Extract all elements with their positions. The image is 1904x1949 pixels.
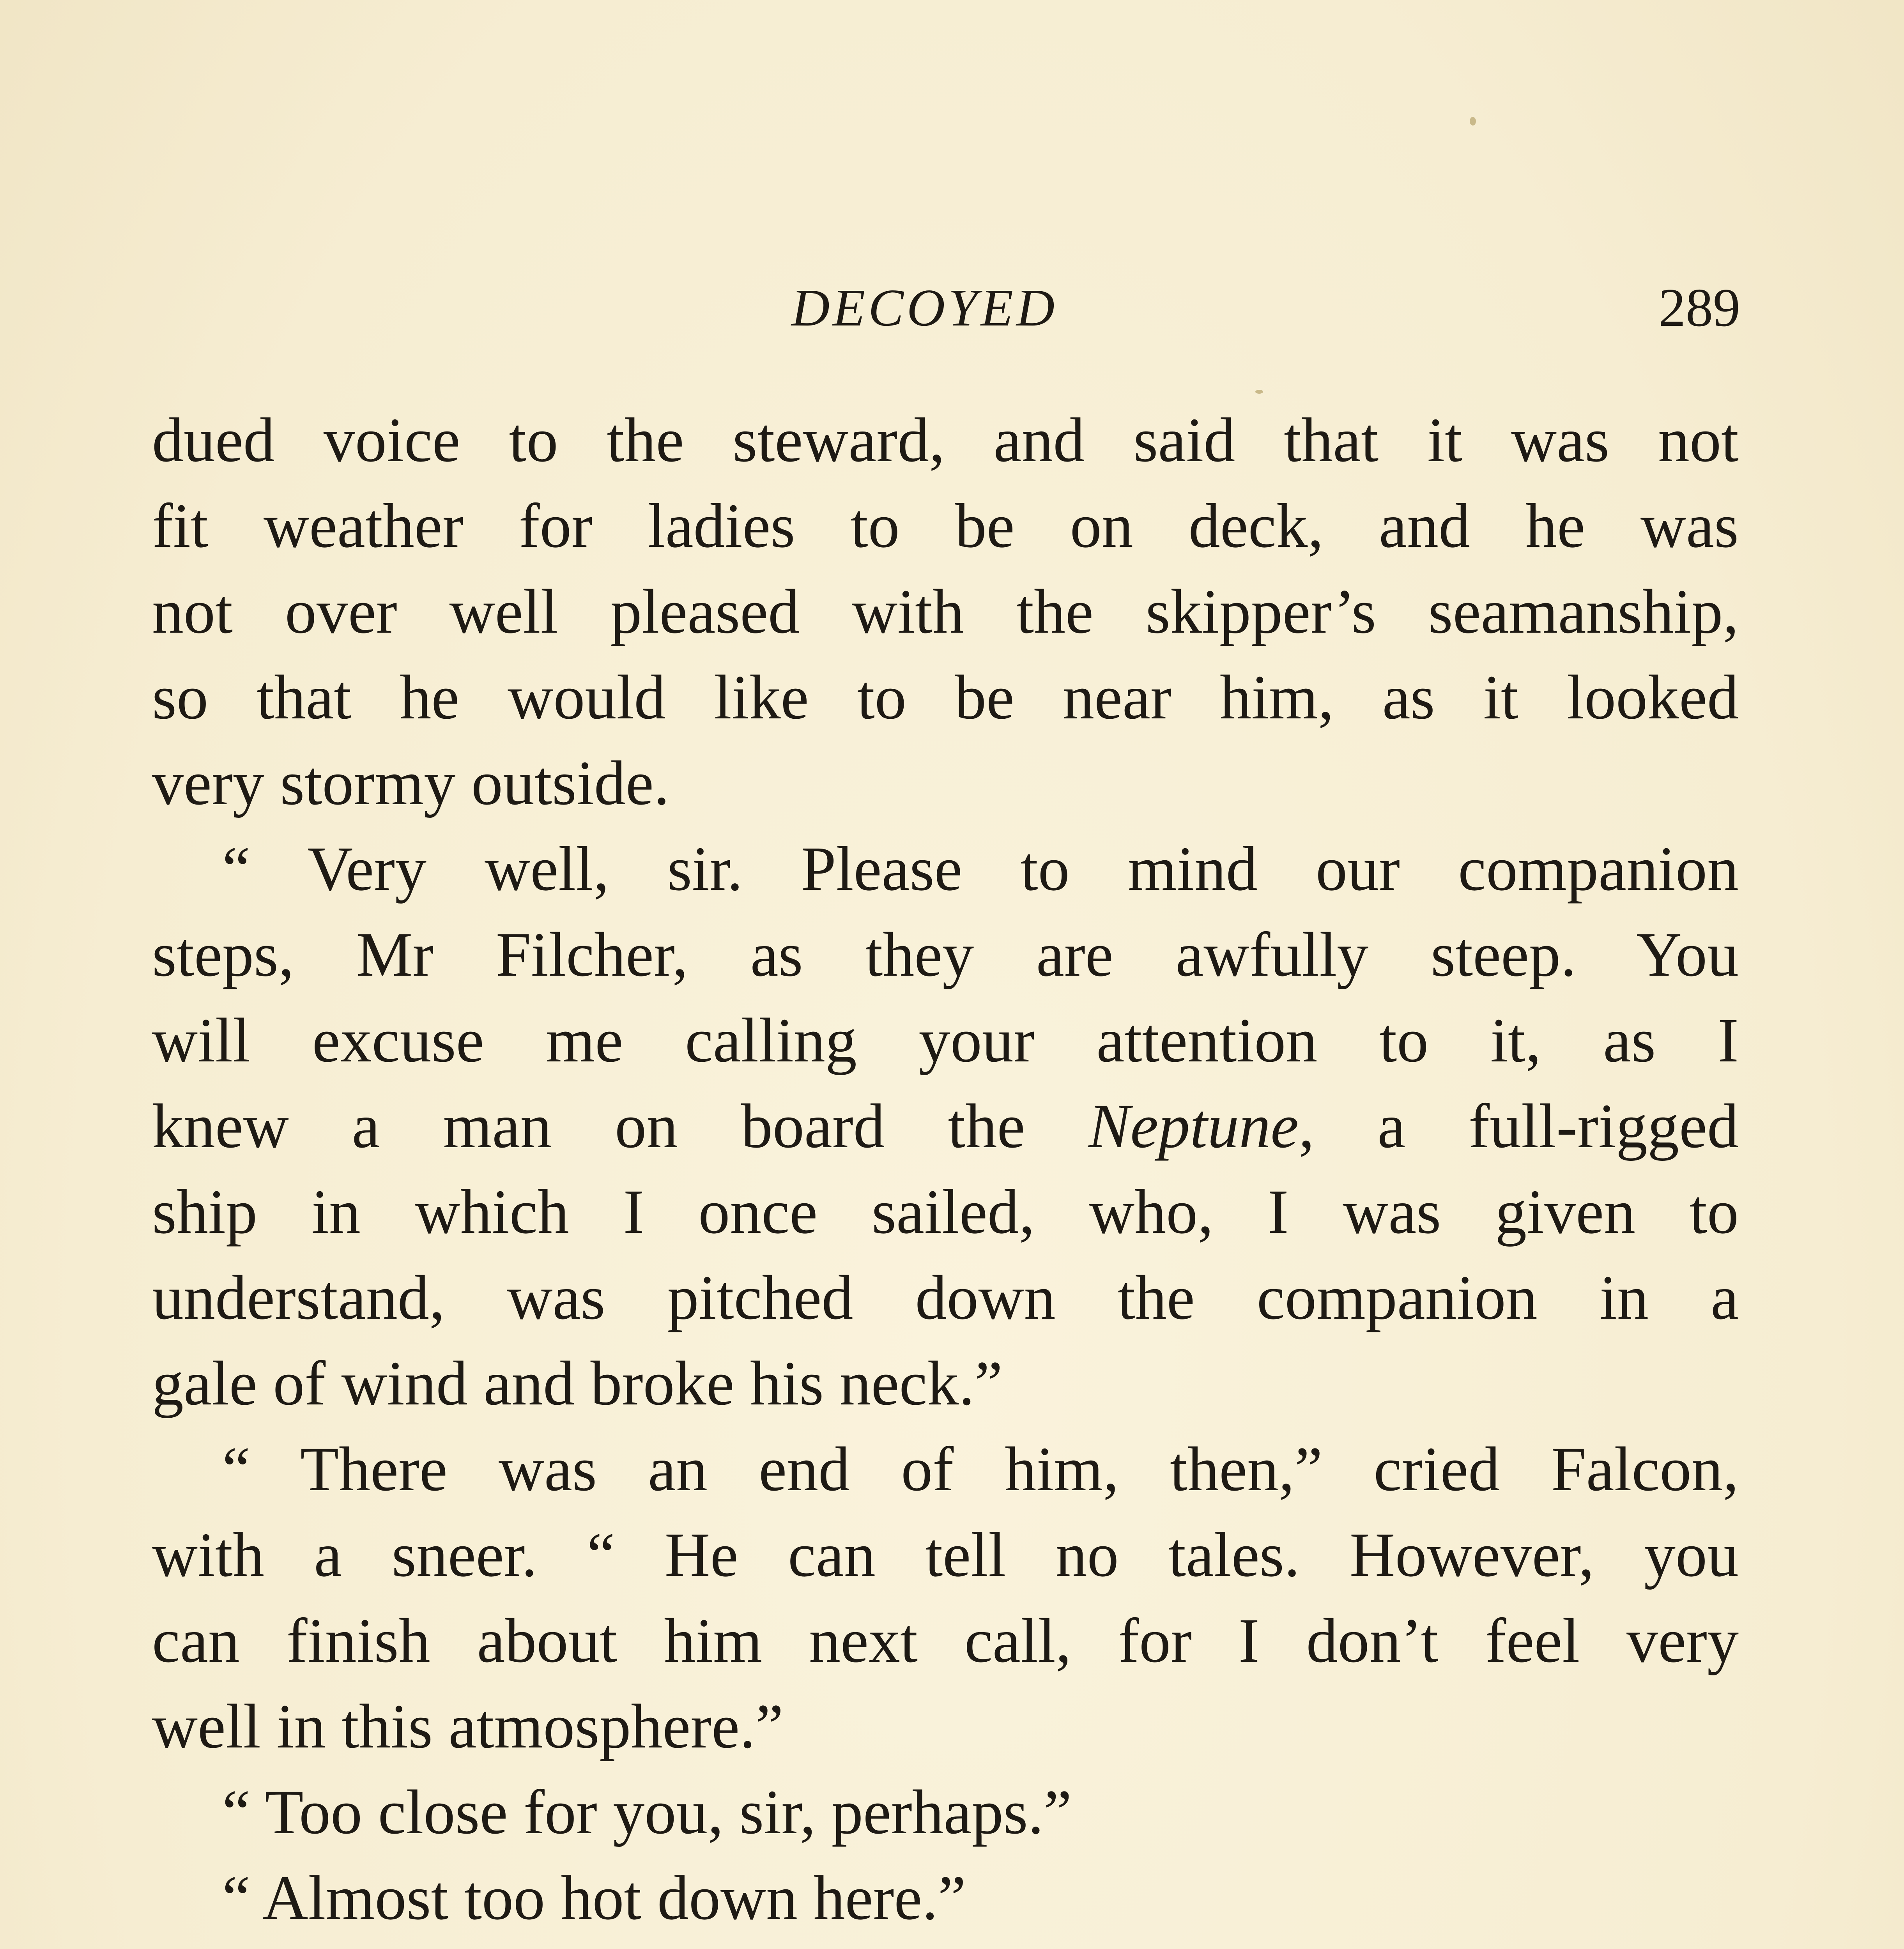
text-line: will excuse me calling your attention to it, as I: [152, 1006, 1739, 1075]
text-line: “ Too close for you, sir, perhaps.”: [222, 1777, 1072, 1847]
running-head: [0, 269, 1904, 347]
text-line: dued voice to the steward, and said that it was not: [152, 405, 1739, 475]
text-line: “ Almost too hot down here.”: [222, 1863, 966, 1933]
text-line: [152, 1941, 1739, 1949]
text-line: with a sneer. “ He can tell no tales. However, you: [152, 1520, 1739, 1590]
ship-name: Neptune: [1088, 1091, 1299, 1161]
paper-speck: [1255, 390, 1263, 394]
text-line: can finish about him next call, for I don’t feel very: [152, 1606, 1739, 1676]
running-title: DECOYED: [791, 279, 1058, 337]
text-line: gale of wind and broke his neck.”: [152, 1349, 1003, 1418]
text-line: so that he would like to be near him, as it looked: [152, 663, 1739, 732]
paper-speck: [1470, 117, 1476, 126]
text-line: very stormy outside.: [152, 748, 670, 818]
text-line: understand, was pitched down the companion in a: [152, 1263, 1739, 1333]
body-text: [152, 398, 1739, 1949]
text-line: well in this atmosphere.”: [152, 1692, 784, 1762]
text-line: knew a man on board the Neptune, a full-rigged: [152, 1091, 1739, 1161]
text-line: ship in which I once sailed, who, I was given to: [152, 1177, 1739, 1247]
text-line: “ There was an end of him, then,” cried Falcon,: [222, 1434, 1739, 1504]
text-line: steps, Mr Filcher, as they are awfully steep. You: [152, 920, 1739, 990]
text-line: not over well pleased with the skipper’s seamanship,: [152, 577, 1739, 647]
text-line: fit weather for ladies to be on deck, and he was: [152, 491, 1739, 561]
text-line: “ Very well, sir. Please to mind our companion: [222, 834, 1739, 904]
page-number: 289: [1658, 278, 1740, 338]
